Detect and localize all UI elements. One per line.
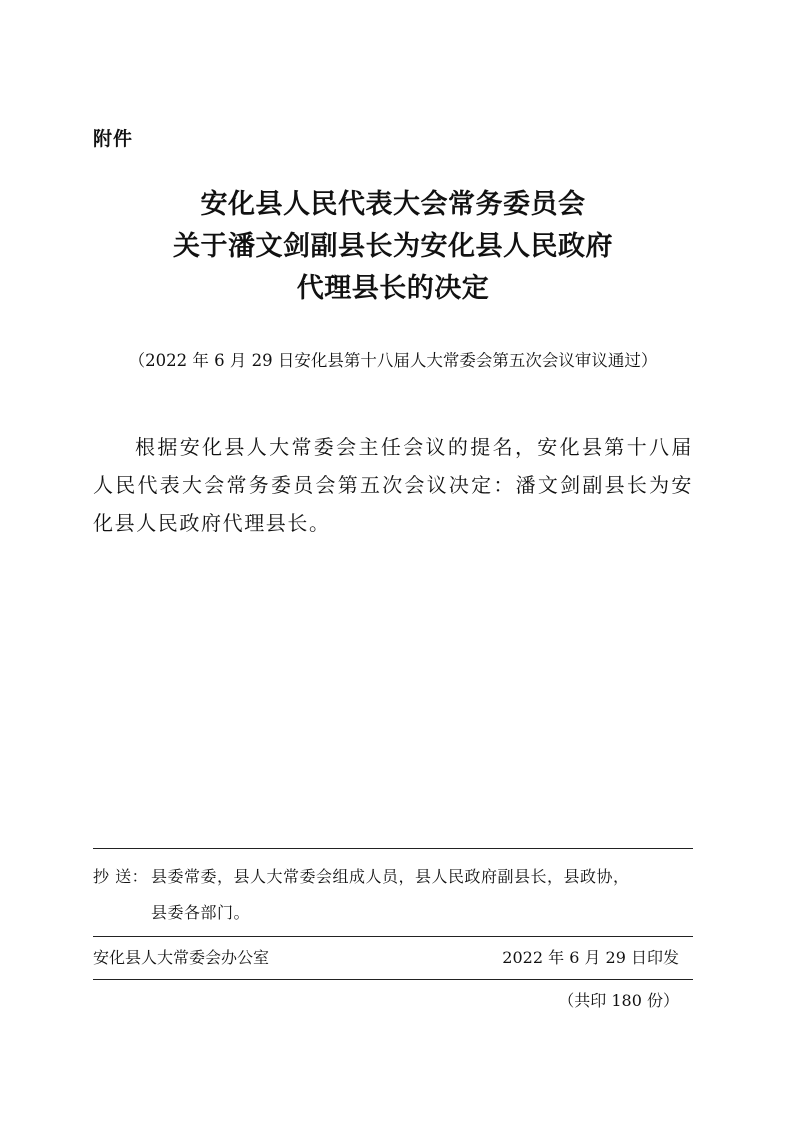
divider-top bbox=[93, 848, 693, 849]
title-line-1: 安化县人民代表大会常务委员会 bbox=[200, 189, 586, 220]
divider-middle bbox=[93, 936, 693, 937]
divider-bottom bbox=[93, 979, 693, 980]
cc-block bbox=[93, 859, 693, 931]
attachment-label: 附件 bbox=[93, 128, 134, 150]
adoption-note: （2022 年 6 月 29 日安化县第十八届人大常委会第五次会议审议通过） bbox=[128, 351, 658, 370]
cc-recipients-line-2: 县委各部门。 bbox=[151, 903, 251, 922]
title-line-3: 代理县长的决定 bbox=[296, 273, 490, 304]
copies-count: （共印 180 份） bbox=[558, 991, 679, 1010]
issue-date: 2022 年 6 月 29 日印发 bbox=[502, 948, 679, 967]
issuer-row bbox=[93, 944, 679, 972]
decision-body: 根据安化县人大常委会主任会议的提名，安化县第十八届人民代表大会常务委员会第五次会议决定：潘文剑副县长为安化县人民政府代理县长。 bbox=[93, 435, 693, 535]
document-title bbox=[93, 184, 693, 310]
cc-label: 抄 送： bbox=[93, 867, 149, 886]
title-line-2: 关于潘文剑副县长为安化县人民政府 bbox=[173, 231, 613, 262]
issuing-office: 安化县人大常委会办公室 bbox=[93, 948, 270, 967]
cc-recipients-line-1: 县委常委，县人大常委会组成人员，县人民政府副县长，县政协， bbox=[151, 867, 630, 886]
